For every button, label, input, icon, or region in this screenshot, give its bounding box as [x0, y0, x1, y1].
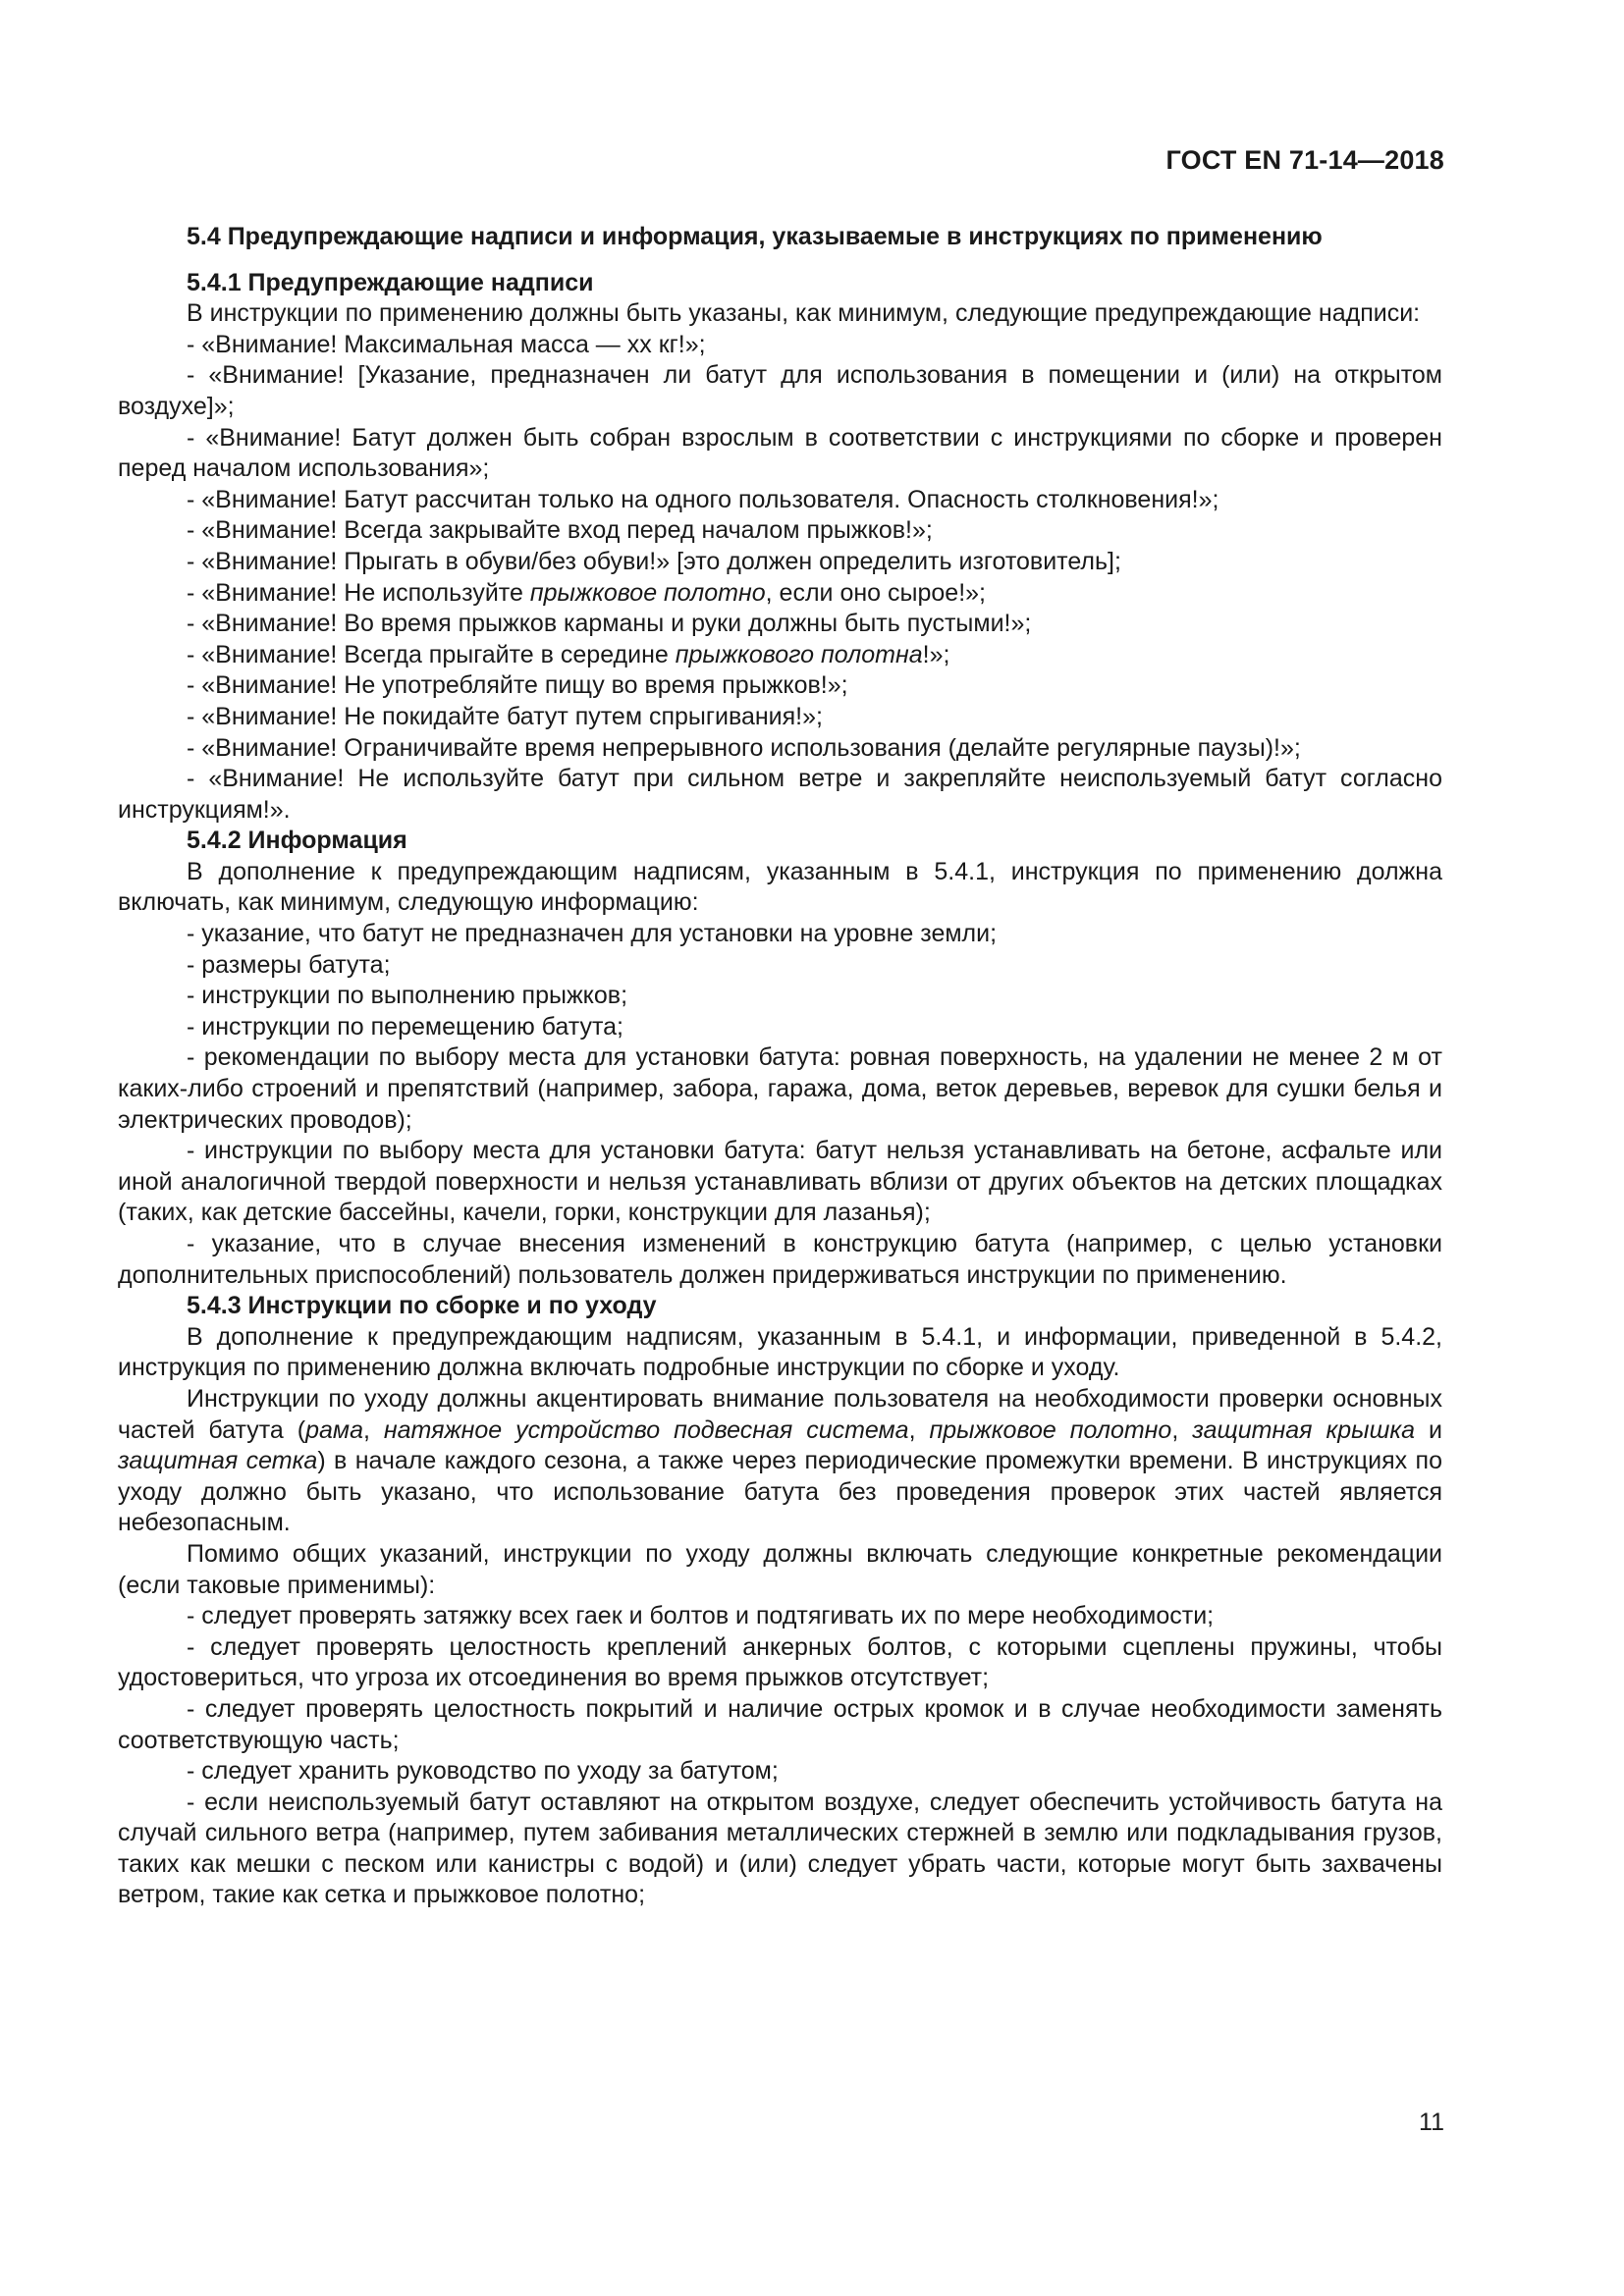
- warning-text: - «Внимание! Всегда прыгайте в середине: [187, 640, 676, 668]
- paragraph-text: ,: [362, 1415, 384, 1444]
- paragraph-text: Инструкции по уходу должны акцентировать внимание пользователя на необходимости проверки основных частей батута (: [118, 1384, 1442, 1444]
- warning-item: - «Внимание! Максимальная масса — хх кг!»;: [187, 330, 706, 358]
- document-body: [118, 222, 1442, 1911]
- term-italic: прыжкового полотна: [675, 640, 923, 668]
- document-header: ГОСТ EN 71-14—2018: [1165, 145, 1444, 175]
- paragraph-text: ,: [908, 1415, 930, 1444]
- care-item: - следует проверять целостность креплений анкерных болтов, с которыми сцеплены пружины, чтобы удостовериться, что угроза их отсоединения во время прыжков отсутствует;: [118, 1632, 1442, 1692]
- warning-item: - «Внимание! Прыгать в обуви/без обуви!» [это должен определить изготовитель];: [187, 547, 1121, 575]
- info-item: - указание, что батут не предназначен для установки на уровне земли;: [187, 920, 998, 948]
- warning-item: - «Внимание! [Указание, предназначен ли батут для использования в помещении и (или) на открытом воздухе]»;: [118, 361, 1442, 420]
- warning-item: - «Внимание! Не используйте батут при сильном ветре и закрепляйте неиспользуемый батут согласно инструкциям!».: [118, 765, 1442, 824]
- warning-item: - «Внимание! Батут должен быть собран взрослым в соответствии с инструкциями по сборке и проверен перед началом использования»;: [118, 423, 1442, 483]
- warning-item: - «Внимание! Всегда закрывайте вход перед началом прыжков!»;: [187, 516, 933, 545]
- section-5-4-2-intro: В дополнение к предупреждающим надписям, указанным в 5.4.1, инструкция по применению должна включать, как минимум, следующую информацию:: [118, 857, 1442, 917]
- section-5-4-1-heading: 5.4.1 Предупреждающие надписи: [187, 268, 594, 296]
- warning-item: - «Внимание! Батут рассчитан только на одного пользователя. Опасность столкновения!»;: [187, 485, 1219, 513]
- page-number: 11: [1419, 2109, 1444, 2136]
- term-italic: рама: [305, 1415, 363, 1444]
- warning-text: !»;: [922, 640, 950, 668]
- warning-item: [118, 640, 1442, 671]
- warning-text: , если оно сырое!»;: [765, 578, 986, 607]
- warning-item: - «Внимание! Во время прыжков карманы и руки должны быть пустыми!»;: [187, 610, 1032, 638]
- term-italic: защитная крышка: [1192, 1415, 1416, 1444]
- term-italic: прыжковое полотно: [529, 578, 766, 607]
- info-item: - инструкции по выбору места для установки батута: батут нельзя устанавливать на бетоне, асфальте или иной аналогичной твердой поверхности и нельзя устанавливать вблизи от других объектов на детских площадках (таких, как детские бассейны, качели, горки, конструкции для лазанья);: [118, 1137, 1442, 1227]
- warning-item: - «Внимание! Не употребляйте пищу во время прыжков!»;: [187, 671, 848, 700]
- info-item: - инструкции по перемещению батута;: [187, 1012, 623, 1041]
- info-item: - указание, что в случае внесения изменений в конструкцию батута (например, с целью установки дополнительных приспособлений) пользователь должен придерживаться инструкции по применению.: [118, 1230, 1442, 1289]
- paragraph-text: ,: [1171, 1415, 1193, 1444]
- paragraph-text: ) в начале каждого сезона, а также через периодические промежутки времени. В инструкциях по уходу должно быть указано, что использование батута без проведения проверок этих частей является небезопасным.: [118, 1447, 1442, 1537]
- warning-item: - «Внимание! Не покидайте батут путем спрыгивания!»;: [187, 702, 823, 730]
- warning-item: [118, 578, 1442, 610]
- section-5-4-3-paragraph: Помимо общих указаний, инструкции по уходу должны включать следующие конкретные рекомендации (если таковые применимы):: [118, 1539, 1442, 1599]
- term-italic: защитная сетка: [118, 1447, 318, 1475]
- care-item: - следует проверять целостность покрытий и наличие острых кромок и в случае необходимости заменять соответствующую часть;: [118, 1694, 1442, 1754]
- section-5-4-3-paragraph: В дополнение к предупреждающим надписям, указанным в 5.4.1, и информации, приведенной в 5.4.2, инструкция по применению должна включать подробные инструкции по сборке и уходу.: [118, 1322, 1442, 1382]
- section-5-4-heading: 5.4 Предупреждающие надписи и информация, указываемые в инструкциях по применению: [187, 223, 1323, 250]
- care-item: - если неиспользуемый батут оставляют на открытом воздухе, следует обеспечить устойчивость батута на случай сильного ветра (например, путем забивания металлических стержней в землю или подкладывания грузов, таких как мешки с песком или канистры с водой) и (или) следует убрать части, которые могут быть захвачены ветром, такие как сетка и прыжковое полотно;: [118, 1788, 1442, 1909]
- info-item: - размеры батута;: [187, 950, 391, 979]
- warning-item: - «Внимание! Ограничивайте время непрерывного использования (делайте регулярные паузы)!»;: [187, 733, 1301, 762]
- info-item: - инструкции по выполнению прыжков;: [187, 982, 628, 1010]
- info-item: - рекомендации по выбору места для установки батута: ровная поверхность, на удалении не менее 2 м от каких-либо строений и препятствий (например, забора, гаража, дома, веток деревьев, веревок для сушки белья и электрических проводов);: [118, 1043, 1442, 1134]
- warning-text: - «Внимание! Не используйте: [187, 578, 530, 607]
- section-5-4-3-heading: 5.4.3 Инструкции по сборке и по уходу: [187, 1292, 657, 1320]
- paragraph-text: и: [1415, 1415, 1442, 1444]
- care-item: - следует хранить руководство по уходу за батутом;: [187, 1757, 779, 1786]
- section-5-4-2-heading: 5.4.2 Информация: [187, 827, 407, 855]
- section-5-4-1-intro: В инструкции по применению должны быть указаны, как минимум, следующие предупреждающие надписи:: [187, 299, 1421, 328]
- section-5-4-3-paragraph: [118, 1384, 1442, 1539]
- care-item: - следует проверять затяжку всех гаек и болтов и подтягивать их по мере необходимости;: [187, 1602, 1215, 1630]
- term-italic: натяжное устройство подвесная система: [383, 1415, 909, 1444]
- term-italic: прыжковое полотно: [929, 1415, 1172, 1444]
